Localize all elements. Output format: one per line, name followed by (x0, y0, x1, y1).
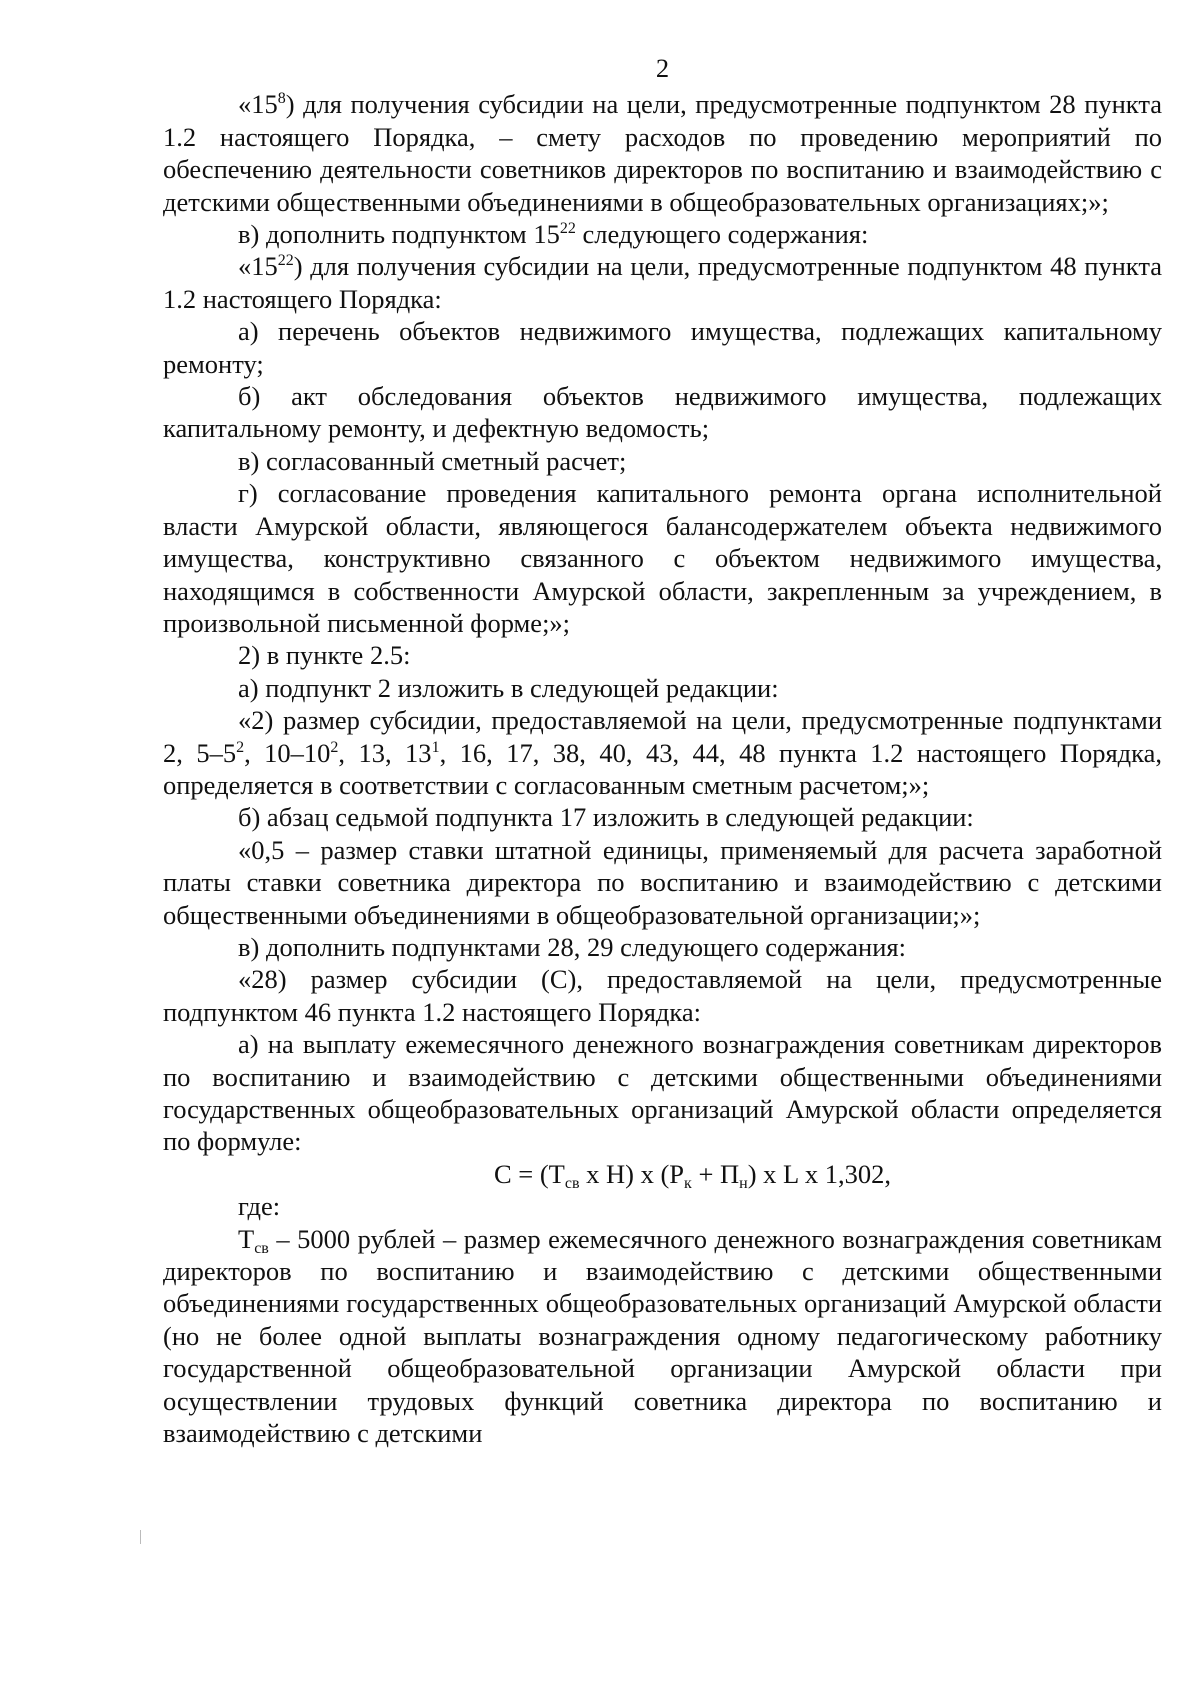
paragraph-list-a: а) перечень объектов недвижимого имущества, подлежащих капитальному ремонту; (163, 316, 1162, 379)
formula-where: где: (238, 1191, 281, 1222)
paragraph-15-22: «$15^{22}$) для получения субсидии на цели, предусмотренные подпунктом 48 пункта 1.2 настоящего Порядка: (163, 251, 1162, 314)
page-number: 2 (655, 53, 670, 83)
paragraph-rate: «0,5 – размер ставки штатной единицы, применяемый для расчета заработной платы ставки советника директора по воспитанию и взаимодействию с детскими общественными объединениями в общеобразовательной организации;»; (163, 834, 1162, 930)
paragraph-subitem-2: а) подпункт 2 изложить в следующей редакции: (238, 672, 779, 703)
paragraph-subitem-17: б) абзац седьмой подпункта 17 изложить в следующей редакции: (238, 802, 974, 833)
paragraph-subsidy-size: «2) размер субсидии, предоставляемой на цели, предусмотренные подпунктами 2, $5-5^2$, $10-10^2$, 13, $13^1$, 16, 17, 38, 40, 43, 44, 48 пункта 1.2 настоящего Порядка, определяется в соответствии с согласованным сметным расчетом;»; (163, 705, 1162, 800)
formula: $С = (Т_{св}$ х Н) х $(Р_к + П_н)$ х L х 1,302, (493, 1158, 892, 1192)
paragraph-add-28-29: в) дополнить подпунктами 28, 29 следующего содержания: (238, 931, 906, 962)
paragraph-add-15-22: в) дополнить подпунктом $15^{22}$ следующего содержания: (238, 219, 869, 250)
paragraph-list-g: г) согласование проведения капитального ремонта органа исполнительной власти Амурской области, являющегося балансодержателем объекта недвижимого имущества, конструктивно связанного с объектом недвижимого имущества, находящимся в собственности Амурской области, закрепленным за учреждением, в произвольной письменной форме;»; (163, 478, 1162, 638)
paragraph-tsv-definition: $Т_{св} - 5000$ рублей – размер ежемесячного денежного вознаграждения советникам директоров по воспитанию и взаимодействию с детскими общественными объединениями государственных общеобразовательных организаций Амурской области (но не более одной выплаты вознаграждения одному педагогическому работнику государственной общеобразовательной организации Амурской области при осуществлении трудовых функций советника директора по воспитанию и взаимодействию с детскими (163, 1223, 1162, 1449)
paragraph-28: «28) размер субсидии (С), предоставляемой на цели, предусмотренные подпунктом 46 пункта 1.2 настоящего Порядка: (163, 964, 1162, 1027)
paragraph-item-2-5: 2) в пункте 2.5: (238, 640, 411, 671)
paragraph-15-8: «$15^8$) для получения субсидии на цели, предусмотренные подпунктом 28 пункта 1.2 настоящего Порядка, – смету расходов по проведению мероприятий по обеспечению деятельности советников директоров по воспитанию и взаимодействию с детскими общественными объединениями в общеобразовательных организациях;»; (163, 89, 1162, 217)
paragraph-payment: а) на выплату ежемесячного денежного вознаграждения советникам директоров по воспитанию и взаимодействию с детскими общественными объединениями государственных общеобразовательных организаций Амурской области определяется по формуле: (163, 1029, 1162, 1157)
paragraph-list-v: в) согласованный сметный расчет; (238, 445, 627, 476)
scan-artifact (140, 1530, 141, 1544)
paragraph-list-b: б) акт обследования объектов недвижимого имущества, подлежащих капитальному ремонту, и дефектную ведомость; (163, 381, 1162, 444)
